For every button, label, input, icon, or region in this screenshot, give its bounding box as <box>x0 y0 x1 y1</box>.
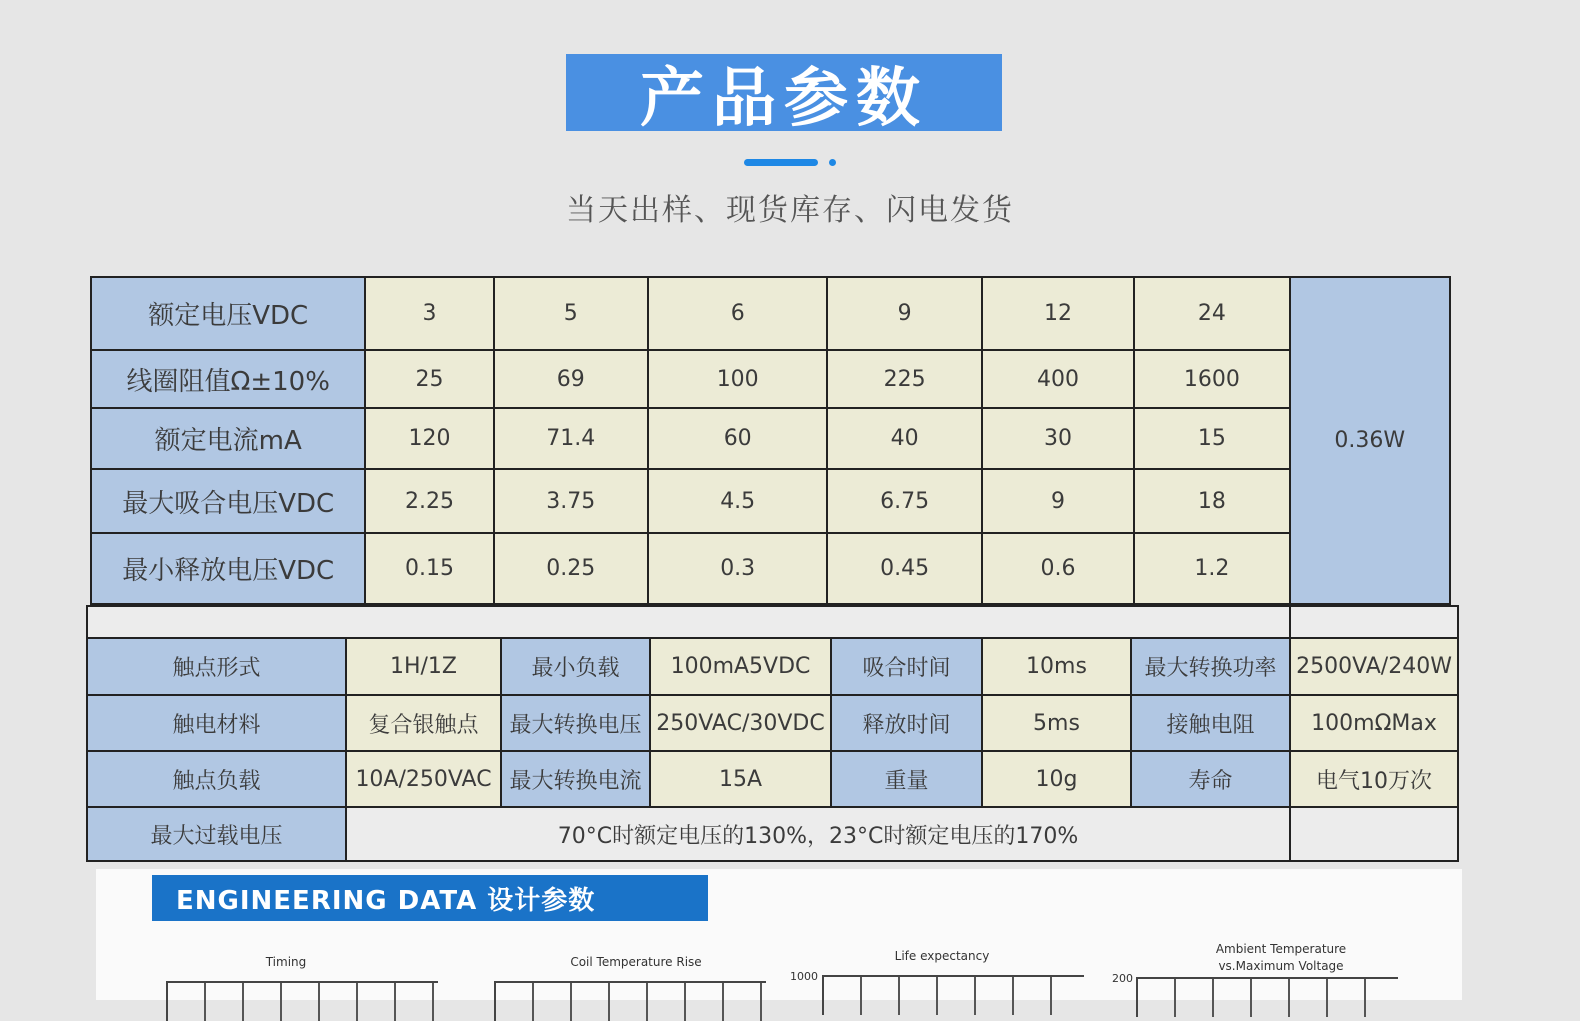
param-value: 5ms <box>982 695 1131 751</box>
spacer-row <box>87 606 1290 638</box>
contact-spec-table <box>86 605 1459 862</box>
param-value: 复合银触点 <box>346 695 501 751</box>
chart-caption-life: Life expectancy <box>894 949 990 963</box>
cell: 12 <box>982 277 1134 350</box>
cell: 400 <box>982 350 1134 408</box>
row-label: 线圈阻值Ω±10% <box>91 350 365 408</box>
param-label: 触电材料 <box>87 695 346 751</box>
cell: 1.2 <box>1134 533 1289 604</box>
cell: 1600 <box>1134 350 1289 408</box>
cell: 3.75 <box>494 469 648 533</box>
chart-coil-temp-grid <box>494 981 766 1021</box>
param-label: 触点形式 <box>87 638 346 695</box>
param-value: 2500VA/240W <box>1290 638 1458 695</box>
page-subtitle: 当天出样、现货库存、闪电发货 <box>566 193 1014 228</box>
param-label: 吸合时间 <box>831 638 982 695</box>
cell: 30 <box>982 408 1134 469</box>
overload-label: 最大过载电压 <box>87 807 346 861</box>
cell: 6.75 <box>827 469 981 533</box>
param-value: 100mΩMax <box>1290 695 1458 751</box>
param-label: 触点负载 <box>87 751 346 807</box>
param-value: 10A/250VAC <box>346 751 501 807</box>
page-title: 产品参数 <box>566 54 1002 131</box>
cell: 18 <box>1134 469 1289 533</box>
chart-caption-ambient-temp: Ambient Temperature vs.Maximum Voltage <box>1215 942 1347 973</box>
empty-cell <box>1290 807 1458 861</box>
param-value: 10ms <box>982 638 1131 695</box>
cell: 9 <box>982 469 1134 533</box>
param-value: 10g <box>982 751 1131 807</box>
param-label: 接触电阻 <box>1131 695 1290 751</box>
param-label: 释放时间 <box>831 695 982 751</box>
chart-timing-grid <box>166 981 438 1021</box>
param-value: 100mA5VDC <box>650 638 831 695</box>
chart-life-ytick: 1000 <box>790 970 818 983</box>
row-label: 额定电流mA <box>91 408 365 469</box>
chart-ambient-grid <box>1136 977 1398 1017</box>
cell: 225 <box>827 350 981 408</box>
coil-power-cell: 0.36W <box>1290 277 1450 604</box>
cell: 0.25 <box>494 533 648 604</box>
chart-ambient-ytick: 200 <box>1112 972 1133 985</box>
param-label: 重量 <box>831 751 982 807</box>
cell: 0.15 <box>365 533 493 604</box>
cell: 25 <box>365 350 493 408</box>
param-value: 电气10万次 <box>1290 751 1458 807</box>
row-label: 最小释放电压VDC <box>91 533 365 604</box>
param-label: 最小负载 <box>501 638 650 695</box>
engineering-data-section <box>96 869 1462 1000</box>
cell: 120 <box>365 408 493 469</box>
param-label: 最大转换电压 <box>501 695 650 751</box>
chart-life-grid <box>822 975 1084 1015</box>
param-label: 最大转换功率 <box>1131 638 1290 695</box>
cell: 69 <box>494 350 648 408</box>
row-label: 最大吸合电压VDC <box>91 469 365 533</box>
cell: 60 <box>648 408 828 469</box>
cell: 71.4 <box>494 408 648 469</box>
cell: 4.5 <box>648 469 828 533</box>
spacer-cell <box>1290 606 1458 638</box>
decor-dot <box>829 159 836 166</box>
cell: 9 <box>827 277 981 350</box>
cell: 6 <box>648 277 828 350</box>
cell: 40 <box>827 408 981 469</box>
cell: 0.3 <box>648 533 828 604</box>
row-label: 额定电压VDC <box>91 277 365 350</box>
cell: 24 <box>1134 277 1289 350</box>
param-value: 1H/1Z <box>346 638 501 695</box>
param-value: 15A <box>650 751 831 807</box>
param-label: 寿命 <box>1131 751 1290 807</box>
param-value: 250VAC/30VDC <box>650 695 831 751</box>
cell: 15 <box>1134 408 1289 469</box>
cell: 2.25 <box>365 469 493 533</box>
cell: 100 <box>648 350 828 408</box>
decor-underline <box>744 159 818 166</box>
cell: 0.45 <box>827 533 981 604</box>
param-label: 最大转换电流 <box>501 751 650 807</box>
cell: 0.6 <box>982 533 1134 604</box>
cell: 3 <box>365 277 493 350</box>
coil-spec-table <box>90 276 1451 605</box>
chart-caption-timing: Timing <box>265 955 307 969</box>
cell: 5 <box>494 277 648 350</box>
chart-caption-coil-temp: Coil Temperature Rise <box>570 955 702 969</box>
overload-value: 70°C时额定电压的130%，23°C时额定电压的170% <box>346 807 1290 861</box>
engineering-header: ENGINEERING DATA 设计参数 <box>152 875 708 921</box>
